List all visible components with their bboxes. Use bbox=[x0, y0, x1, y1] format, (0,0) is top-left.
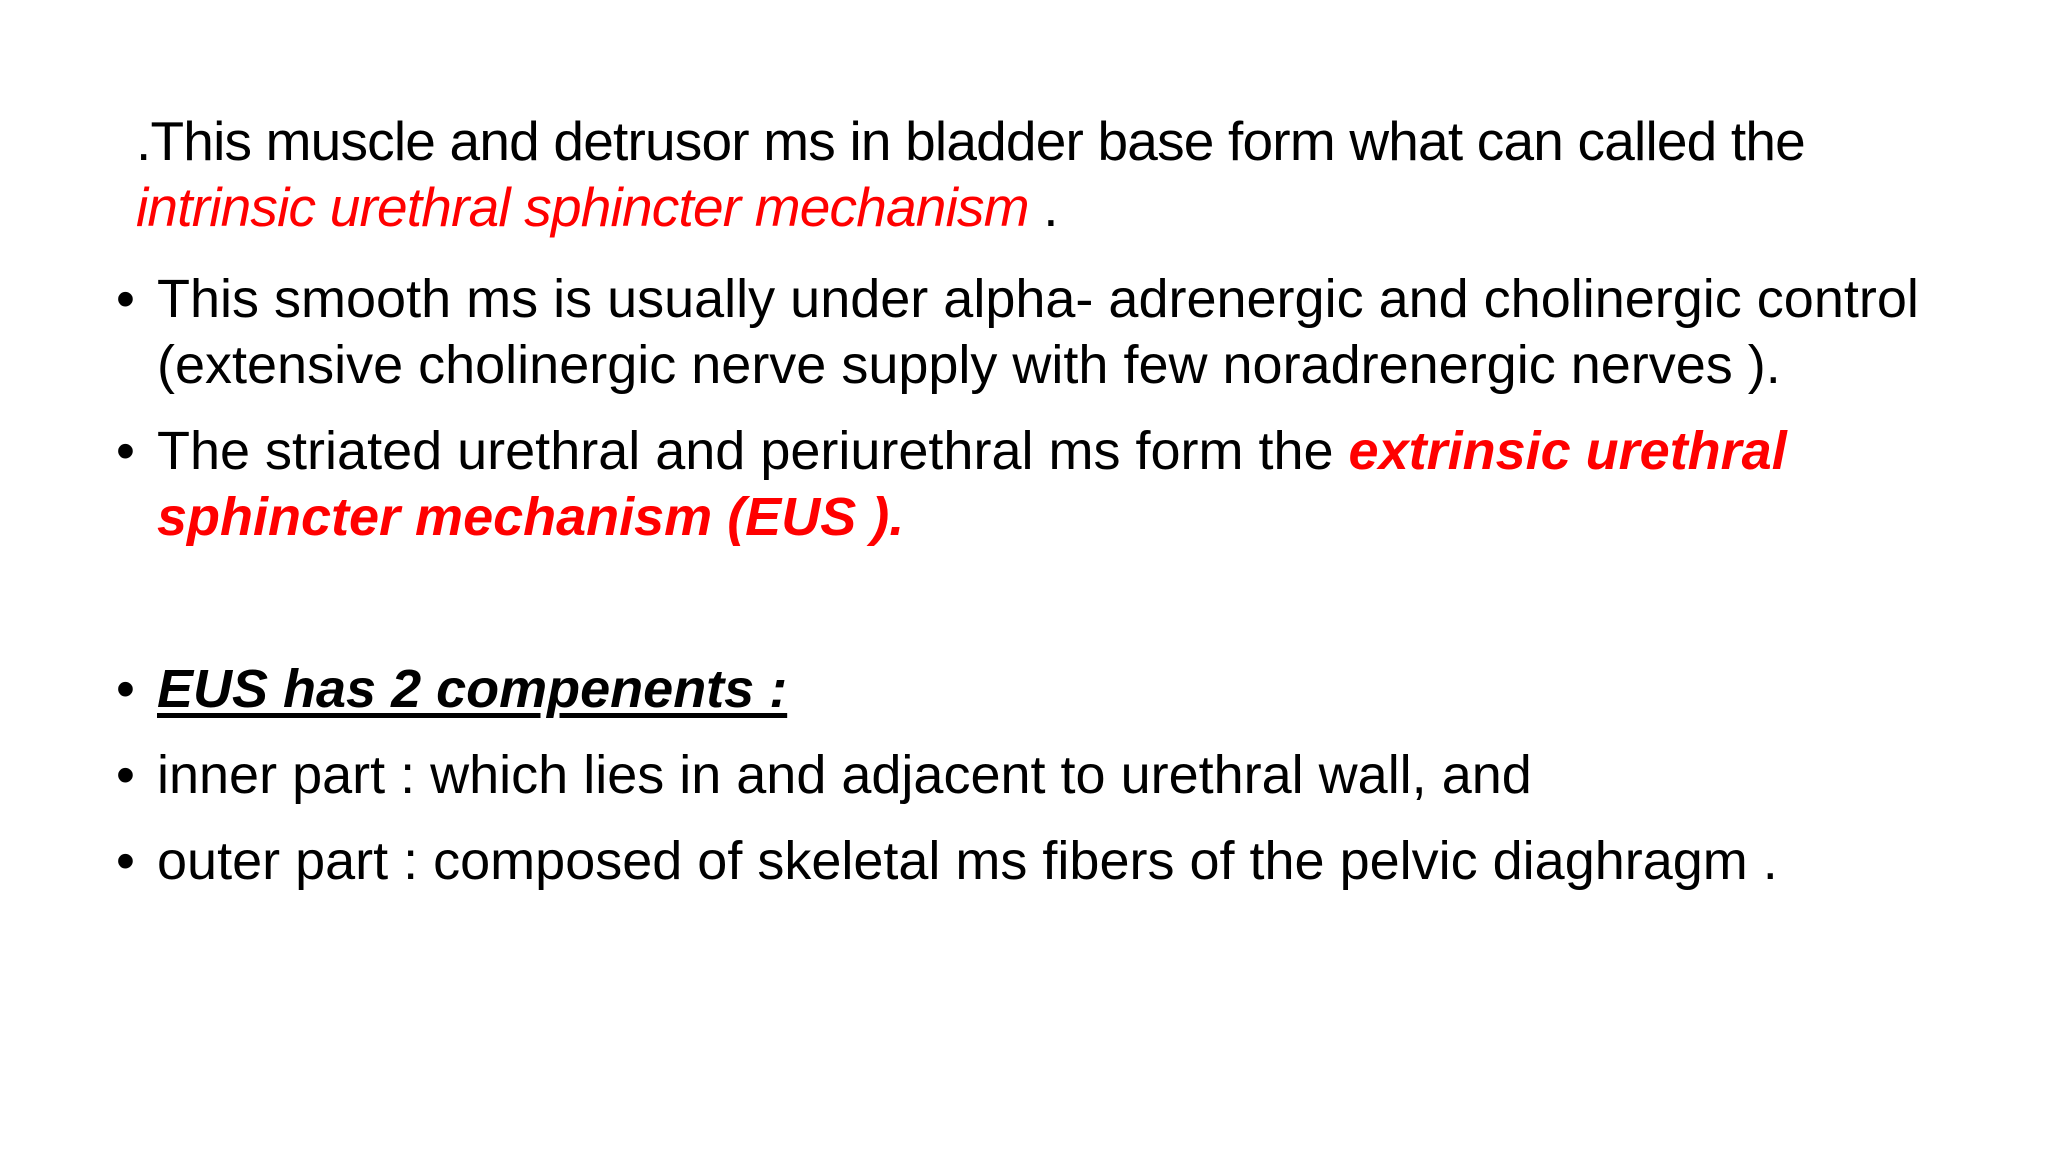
bullet-item-outer-part bbox=[110, 828, 1960, 894]
bullet-text: inner part : which lies in and adjacent to urethral wall, and bbox=[157, 745, 1532, 805]
bullet-item-smooth-muscle bbox=[110, 266, 1960, 398]
slide-title bbox=[136, 108, 1936, 240]
bullet-glyph: • bbox=[116, 831, 135, 891]
bullet-highlight: extrinsic urethral sphincter mechanism (EUS ). bbox=[157, 421, 1787, 547]
title-highlight: intrinsic urethral sphincter mechanism bbox=[136, 176, 1029, 238]
bullet-text: This smooth ms is usually under alpha- adrenergic and cholinergic control (extensive cholinergic nerve supply with few noradrenergic nerves ). bbox=[157, 269, 1919, 395]
title-end: . bbox=[1028, 176, 1058, 238]
bullet-item-striated-muscle bbox=[110, 418, 1960, 550]
bullet-glyph: • bbox=[116, 421, 135, 481]
bullet-text: The striated urethral and periurethral ms form the bbox=[157, 421, 1349, 481]
bullet-glyph: • bbox=[116, 659, 135, 719]
bullet-glyph: • bbox=[116, 269, 135, 329]
bullet-text: outer part : composed of skeletal ms fibers of the pelvic diaghragm . bbox=[157, 831, 1778, 891]
bullet-item-eus-heading bbox=[110, 656, 1960, 722]
title-text: .This muscle and detrusor ms in bladder base form what can called the bbox=[136, 110, 1805, 172]
bullet-item-inner-part bbox=[110, 742, 1960, 808]
bullet-heading: EUS has 2 compenents : bbox=[157, 659, 788, 719]
bullet-list bbox=[110, 266, 1960, 894]
bullet-glyph: • bbox=[116, 745, 135, 805]
